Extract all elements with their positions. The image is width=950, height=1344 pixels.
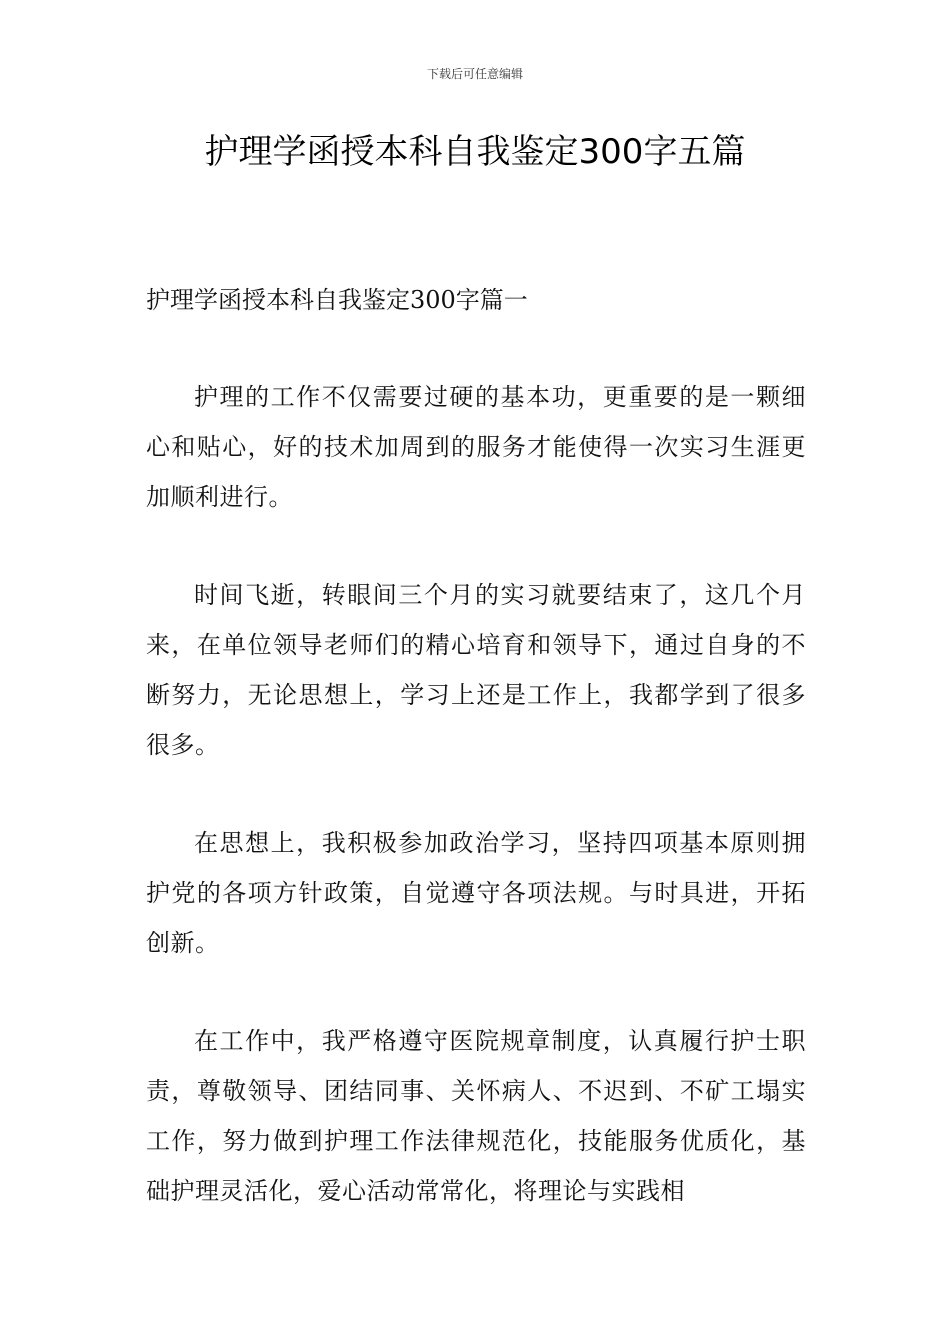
paragraph-2: 时间飞逝，转眼间三个月的实习就要结束了，这几个月来，在单位领导老师们的精心培育和领导下，通过自身的不断努力，无论思想上，学习上还是工作上，我都学到了很多很多。: [146, 581, 806, 759]
document-body: [146, 276, 806, 1264]
page-header-note: 下载后可任意编辑: [426, 67, 523, 81]
paragraph-1: 护理的工作不仅需要过硬的基本功，更重要的是一颗细心和贴心，好的技术加周到的服务才能使得一次实习生涯更加顺利进行。: [146, 383, 806, 511]
paragraph-4: 在工作中，我严格遵守医院规章制度，认真履行护士职责，尊敬领导、团结同事、关怀病人、不迟到、不矿工塌实工作，努力做到护理工作法律规范化，技能服务优质化，基础护理灵活化，爱心活动常常化，将理论与实践相: [146, 1027, 806, 1205]
paragraph-3: 在思想上，我积极参加政治学习，坚持四项基本原则拥护党的各项方针政策，自觉遵守各项法规。与时具进，开拓创新。: [146, 829, 806, 957]
document-title: 护理学函授本科自我鉴定300字五篇: [204, 132, 746, 172]
section-heading: 护理学函授本科自我鉴定300字篇一: [146, 286, 528, 314]
